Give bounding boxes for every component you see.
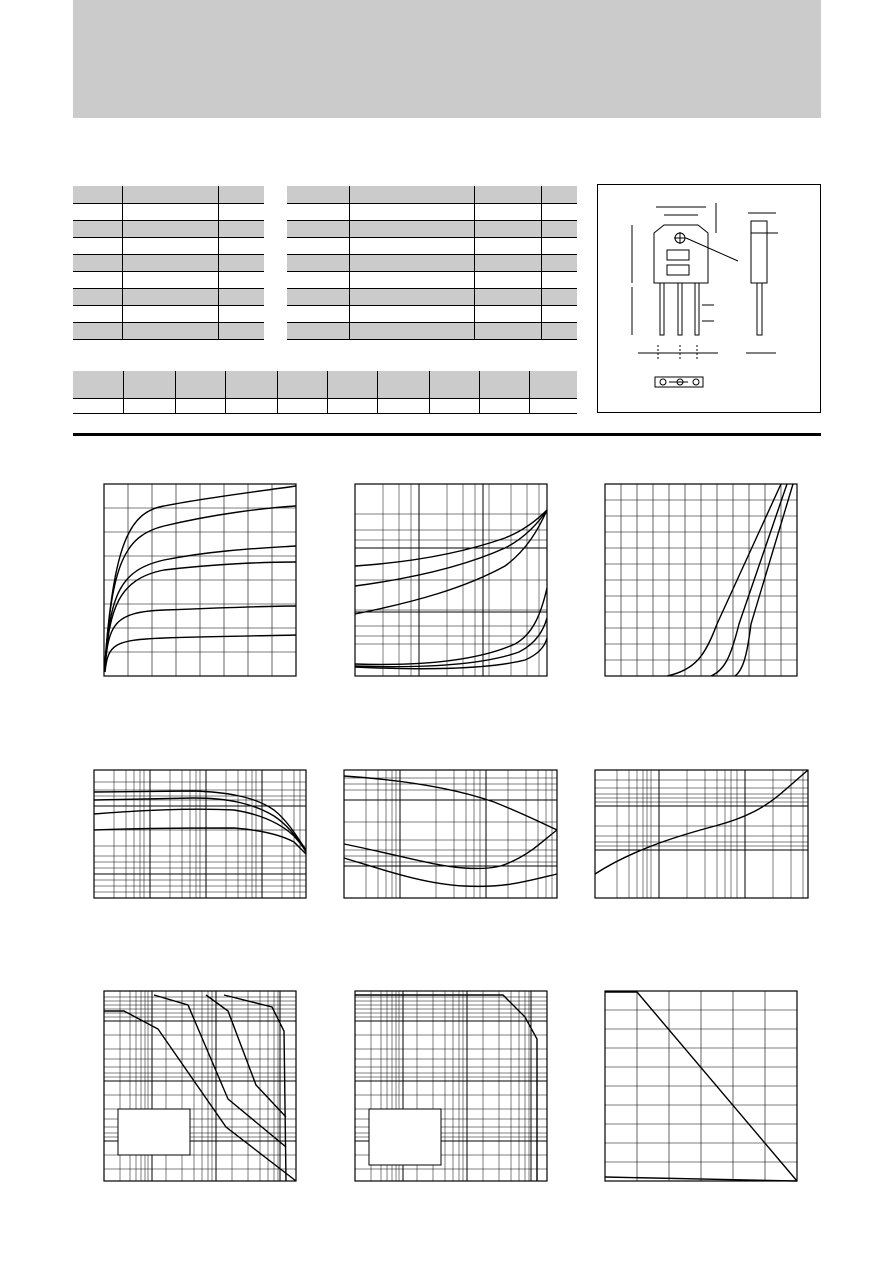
electrical-characteristics-table [287, 186, 577, 340]
graph-log-minimum [344, 770, 557, 898]
graph-safe-operating-area [104, 991, 296, 1181]
absolute-ratings-table [73, 186, 264, 340]
soa-100us [224, 995, 286, 1181]
graph-log-rising [595, 770, 808, 898]
curve-5 [105, 606, 296, 670]
graph-ic-vce [104, 484, 296, 676]
header-band [73, 0, 821, 118]
curve-low [344, 858, 557, 886]
graph-power-derating [605, 991, 797, 1181]
rbsoa-condition-box [369, 1109, 441, 1165]
curve-1 [355, 510, 547, 566]
curve-mid [344, 830, 557, 869]
curve-6 [105, 635, 296, 672]
package-outline-box [597, 184, 821, 413]
section-divider [73, 433, 821, 436]
package-outline-drawing [598, 185, 820, 412]
graph-ic-vbe [605, 484, 797, 676]
soa-condition-box [118, 1109, 190, 1155]
graph-log-family [355, 484, 547, 676]
graph-safe-operating-area-2 [355, 991, 547, 1181]
graph-log-rolloff [94, 770, 306, 898]
rank-classification-table [73, 371, 577, 414]
curve-3 [355, 510, 547, 614]
curve-1 [595, 770, 808, 874]
